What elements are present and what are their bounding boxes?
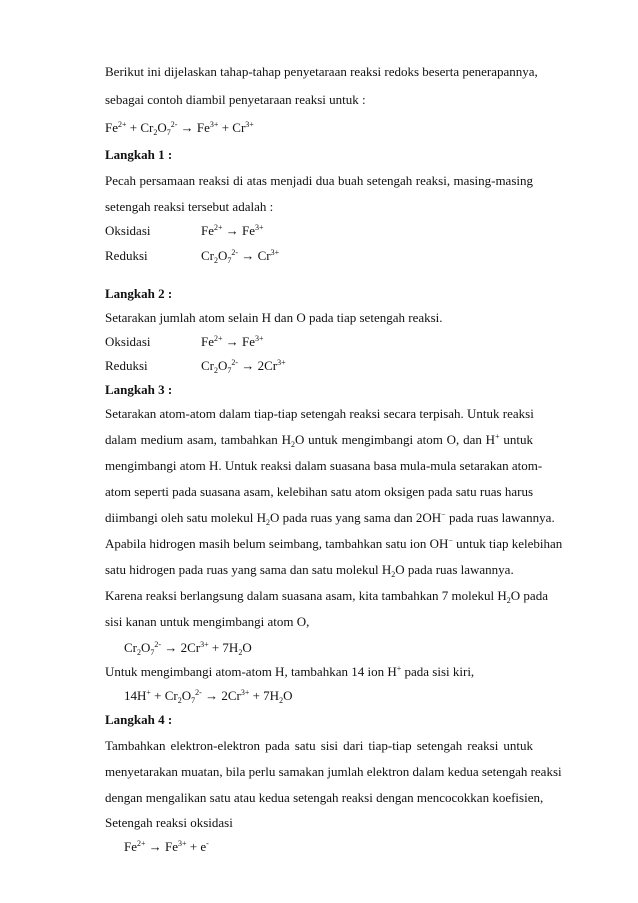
oxidation-equation: $Fe^{2+} \to Fe^{3+}$ [201, 334, 264, 349]
step3-line-10: Untuk mengimbangi atom-atom H, tambahkan 14 ion H+ pada sisi kiri, [105, 664, 475, 679]
step3-line-3: mengimbangi atom H. Untuk reaksi dalam suasana basa mula-mula setarakan atom- [105, 458, 543, 473]
oxidation-equation: $Fe^{2+} \to Fe^{3+}$ [201, 223, 264, 238]
step1-title: Langkah 1 : [105, 147, 173, 162]
step2-line-1: Setarakan jumlah atom selain H dan O pada tiap setengah reaksi. [105, 310, 443, 325]
reduction-label: Reduksi [105, 248, 148, 263]
main-equation: $Fe^{2+} + Cr_2O_7^{2-} \to Fe^{3+} + Cr^{3+}$ [105, 120, 254, 137]
step3-line-6: Apabila hidrogen masih belum seimbang, tambahkan satu ion OH− untuk tiap kelebihan [105, 536, 563, 551]
oxidation-label: Oksidasi [105, 334, 151, 349]
step4-line-4: Setengah reaksi oksidasi [105, 815, 233, 830]
step3-line-2: dalam medium asam, tambahkan $H_2O$ untuk mengimbangi atom O, dan H+ untuk [105, 432, 533, 449]
step2-reduction-row [105, 357, 533, 375]
intro-line-1: Berikut ini dijelaskan tahap-tahap penyetaraan reaksi redoks beserta penerapannya, [105, 64, 538, 79]
step4-line-3: dengan mengalikan satu atau kedua setengah reaksi dengan mencocokkan koefisien, [105, 790, 544, 805]
step1-line-1: Pecah persamaan reaksi di atas menjadi dua buah setengah reaksi, masing-masing [105, 173, 533, 188]
step2-title: Langkah 2 : [105, 286, 173, 301]
step1-line-2: setengah reaksi tersebut adalah : [105, 199, 274, 214]
step4-line-1: Tambahkan elektron-elektron pada satu sisi dari tiap-tiap setengah reaksi untuk [105, 738, 533, 753]
step3-equation-b: $14H^+ + Cr_2O_7^{2-} \to 2Cr^{3+} + 7H_2O$ [124, 688, 293, 705]
step4-line-2: menyetarakan muatan, bila perlu samakan jumlah elektron dalam kedua setengah reaksi [105, 764, 562, 779]
step1-reduction-row [105, 247, 533, 265]
step3-line-1: Setarakan atom-atom dalam tiap-tiap setengah reaksi secara terpisah. Untuk reaksi [105, 406, 534, 421]
step3-line-5: diimbangi oleh satu molekul $H_2O$ pada ruas yang sama dan 2OH− pada ruas lawannya. [105, 510, 555, 527]
oxidation-label: Oksidasi [105, 223, 151, 238]
step2-oxidation-row [105, 333, 533, 351]
step3-line-8: Karena reaksi berlangsung dalam suasana asam, kita tambahkan 7 molekul $H_2O$ pada [105, 588, 548, 605]
step1-oxidation-row [105, 222, 533, 240]
step4-equation: $Fe^{2+} \to Fe^{3+} + e^-$ [124, 839, 209, 854]
step4-title: Langkah 4 : [105, 712, 173, 727]
step3-line-7: satu hidrogen pada ruas yang sama dan satu molekul $H_2O$ pada ruas lawannya. [105, 562, 514, 579]
step3-line-9: sisi kanan untuk mengimbangi atom O, [105, 614, 310, 629]
reduction-label: Reduksi [105, 358, 148, 373]
step3-line-4: atom seperti pada suasana asam, kelebihan satu atom oksigen pada satu ruas harus [105, 484, 533, 499]
step3-title: Langkah 3 : [105, 382, 173, 397]
reduction-equation: $Cr_2O_7^{2-} \to Cr^{3+}$ [201, 248, 280, 265]
reduction-equation: $Cr_2O_7^{2-} \to 2Cr^{3+}$ [201, 358, 286, 375]
intro-line-2: sebagai contoh diambil penyetaraan reaksi untuk : [105, 92, 366, 107]
step3-equation-a: $Cr_2O_7^{2-} \to 2Cr^{3+} + 7H_2O$ [124, 640, 252, 657]
